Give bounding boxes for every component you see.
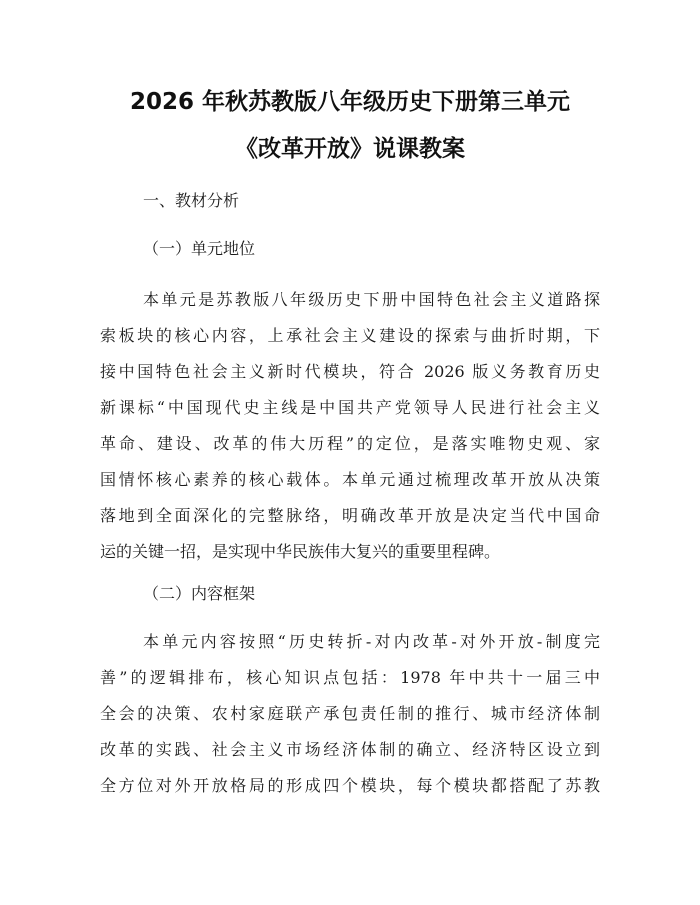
paragraph-line: 本单元内容按照“历史转折-对内改革-对外开放-制度完 <box>143 632 600 651</box>
paragraph-line: 全会的决策、农村家庭联产承包责任制的推行、城市经济体制 <box>100 704 600 723</box>
subsection-heading-content-framework: （二）内容框架 <box>143 584 256 603</box>
paragraph-line: 本单元是苏教版八年级历史下册中国特色社会主义道路探 <box>143 290 600 309</box>
paragraph-unit-position <box>100 289 600 577</box>
document-title-line-1: 2026 年秋苏教版八年级历史下册第三单元 <box>129 89 571 115</box>
paragraph-line: 国情怀核心素养的核心载体。本单元通过梳理改革开放从决策 <box>100 470 600 489</box>
document-title-line-2: 《改革开放》说课教案 <box>235 136 465 162</box>
paragraph-content-framework <box>100 631 600 811</box>
paragraph-line: 革命、建设、改革的伟大历程”的定位，是落实唯物史观、家 <box>100 434 600 453</box>
paragraph-line: 运的关键一招，是实现中华民族伟大复兴的重要里程碑。 <box>100 542 501 561</box>
paragraph-line: 善”的逻辑排布，核心知识点包括：1978 年中共十一届三中 <box>100 668 600 687</box>
section-heading-textbook-analysis: 一、教材分析 <box>143 191 240 210</box>
paragraph-line: 新课标“中国现代史主线是中国共产党领导人民进行社会主义 <box>100 398 600 417</box>
subsection-heading-unit-position: （一）单元地位 <box>143 239 256 258</box>
paragraph-line: 接中国特色社会主义新时代模块，符合 2026 版义务教育历史 <box>100 362 600 381</box>
paragraph-line: 索板块的核心内容，上承社会主义建设的探索与曲折时期，下 <box>100 326 600 345</box>
paragraph-line: 全方位对外开放格局的形成四个模块，每个模块都搭配了苏教 <box>100 776 600 795</box>
paragraph-line: 落地到全面深化的完整脉络，明确改革开放是决定当代中国命 <box>100 506 600 525</box>
paragraph-line: 改革的实践、社会主义市场经济体制的确立、经济特区设立到 <box>100 740 600 759</box>
